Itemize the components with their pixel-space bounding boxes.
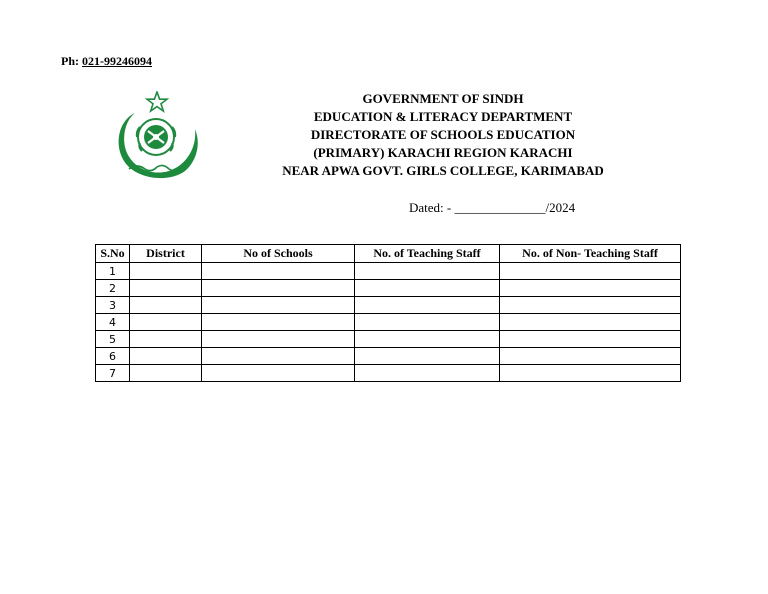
cell-schools[interactable] xyxy=(202,365,355,382)
cell-schools[interactable] xyxy=(202,331,355,348)
table-row xyxy=(96,331,681,348)
emblem-star-icon xyxy=(147,92,167,111)
column-header-district: District xyxy=(130,245,202,263)
table-row xyxy=(96,297,681,314)
table-row xyxy=(96,263,681,280)
cell-district[interactable] xyxy=(130,297,202,314)
cell-district[interactable] xyxy=(130,365,202,382)
letterhead-line-3: DIRECTORATE OF SCHOOLS EDUCATION xyxy=(310,127,576,142)
cell-non-teaching-staff[interactable] xyxy=(500,348,681,365)
cell-schools[interactable] xyxy=(202,280,355,297)
cell-teaching-staff[interactable] xyxy=(355,280,500,297)
cell-non-teaching-staff[interactable] xyxy=(500,297,681,314)
cell-schools[interactable] xyxy=(202,263,355,280)
cell-district[interactable] xyxy=(130,331,202,348)
letterhead-line-4: (PRIMARY) KARACHI REGION KARACHI xyxy=(313,145,573,160)
column-header-teaching-staff: No. of Teaching Staff xyxy=(355,245,500,263)
cell-sno: 3 xyxy=(96,297,130,314)
letterhead-line-5: NEAR APWA GOVT. GIRLS COLLEGE, KARIMABAD xyxy=(282,163,604,178)
cell-district[interactable] xyxy=(130,314,202,331)
cell-non-teaching-staff[interactable] xyxy=(500,280,681,297)
letterhead-line-2: EDUCATION & LITERACY DEPARTMENT xyxy=(313,109,573,124)
cell-district[interactable] xyxy=(130,263,202,280)
sindh-emblem-logo xyxy=(113,91,203,183)
cell-schools[interactable] xyxy=(202,314,355,331)
cell-non-teaching-staff[interactable] xyxy=(500,331,681,348)
cell-teaching-staff[interactable] xyxy=(355,263,500,280)
table-row xyxy=(96,280,681,297)
cell-schools[interactable] xyxy=(202,297,355,314)
cell-teaching-staff[interactable] xyxy=(355,297,500,314)
letterhead xyxy=(268,90,618,180)
cell-district[interactable] xyxy=(130,348,202,365)
cell-non-teaching-staff[interactable] xyxy=(500,314,681,331)
dated-line: Dated: - ______________/2024 xyxy=(409,200,576,215)
cell-sno: 2 xyxy=(96,280,130,297)
cell-teaching-staff[interactable] xyxy=(355,314,500,331)
cell-sno: 4 xyxy=(96,314,130,331)
column-header-sno: S.No xyxy=(96,245,130,263)
cell-sno: 5 xyxy=(96,331,130,348)
cell-sno: 1 xyxy=(96,263,130,280)
cell-schools[interactable] xyxy=(202,348,355,365)
cell-sno: 7 xyxy=(96,365,130,382)
cell-teaching-staff[interactable] xyxy=(355,331,500,348)
letterhead-line-1: GOVERNMENT OF SINDH xyxy=(362,91,524,106)
cell-non-teaching-staff[interactable] xyxy=(500,263,681,280)
cell-teaching-staff[interactable] xyxy=(355,365,500,382)
table-row xyxy=(96,365,681,382)
phone-number: 021-99246094 xyxy=(82,54,152,68)
table-row xyxy=(96,314,681,331)
cell-district[interactable] xyxy=(130,280,202,297)
cell-non-teaching-staff[interactable] xyxy=(500,365,681,382)
phone-label: Ph: xyxy=(61,54,79,68)
phone-line xyxy=(61,54,152,69)
cell-sno: 6 xyxy=(96,348,130,365)
cell-teaching-staff[interactable] xyxy=(355,348,500,365)
table-header-row xyxy=(96,245,681,263)
column-header-schools: No of Schools xyxy=(202,245,355,263)
table-row xyxy=(96,348,681,365)
staff-table xyxy=(95,244,681,382)
column-header-non-teaching-staff: No. of Non- Teaching Staff xyxy=(500,245,681,263)
